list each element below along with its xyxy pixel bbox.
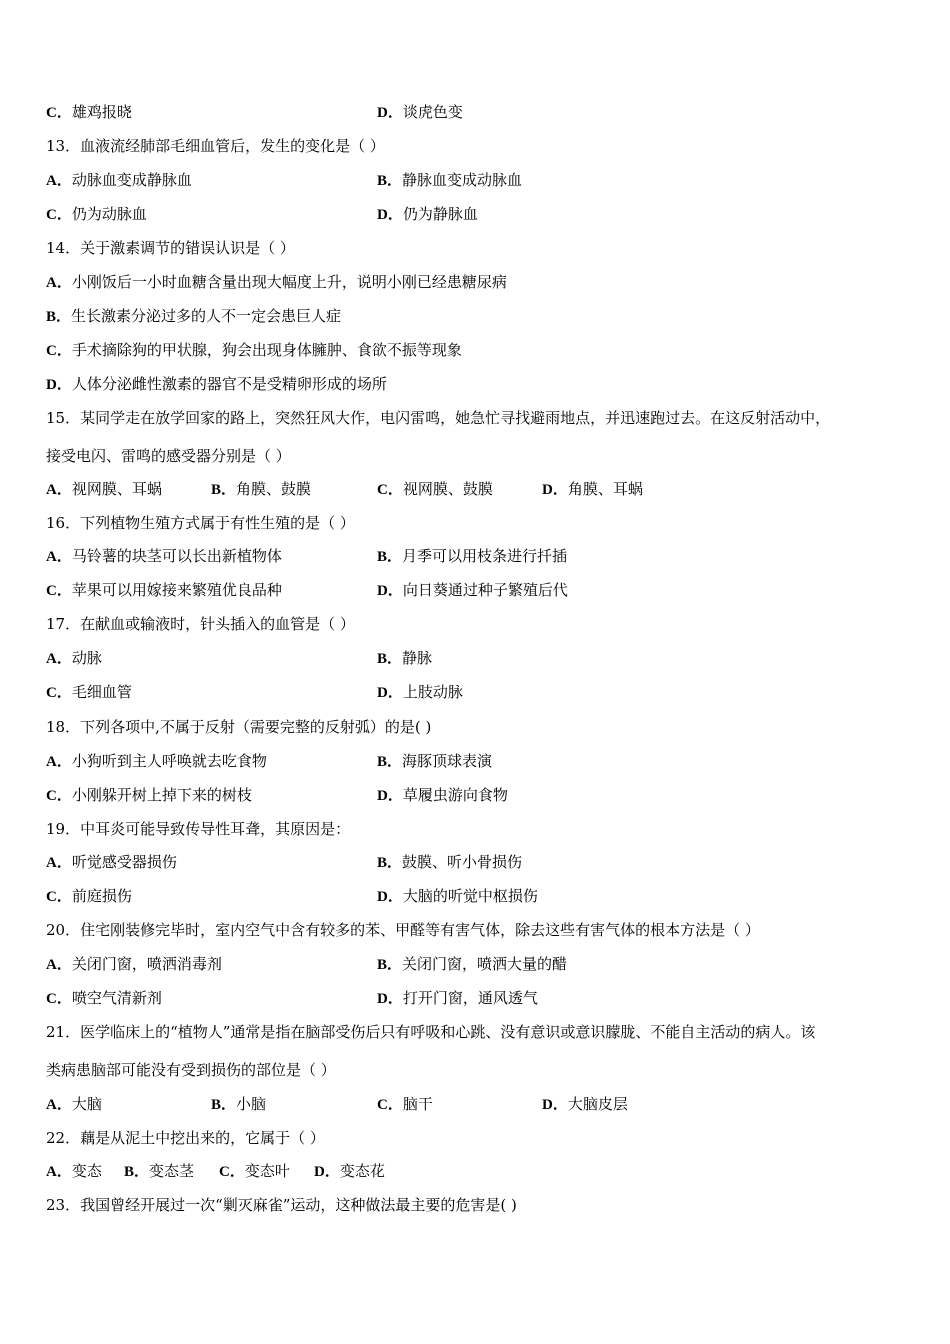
answer-option (46, 546, 282, 567)
answer-option (377, 648, 432, 669)
answer-option (46, 682, 132, 703)
answer-option (377, 751, 492, 772)
option-letter: C． (46, 583, 72, 599)
option-text: 变态叶 (244, 1162, 290, 1180)
answer-option (377, 886, 538, 907)
answer-option (377, 580, 568, 601)
option-text: 听觉感受器损伤 (71, 853, 177, 871)
option-letter: C． (219, 1164, 245, 1180)
option-text: 变态花 (339, 1162, 385, 1180)
answer-option (219, 1161, 290, 1182)
option-letter: B． (377, 173, 403, 189)
option-text: 小刚饭后一小时血糖含量出现大幅度上升，说明小刚已经患糖尿病 (71, 273, 507, 291)
option-text: 喷空气清新剂 (71, 989, 162, 1007)
option-letter: D． (377, 583, 403, 599)
option-text: 仍为动脉血 (71, 205, 147, 223)
option-letter: C． (46, 207, 72, 223)
option-letter: A． (46, 651, 72, 667)
option-letter: C． (46, 991, 72, 1007)
option-letter: B． (211, 1097, 237, 1113)
option-letter: D． (377, 685, 403, 701)
option-text: 草履虫游向食物 (402, 786, 508, 804)
option-text: 上肢动脉 (402, 683, 463, 701)
answer-option (542, 479, 643, 500)
option-letter: D． (377, 207, 403, 223)
option-text: 角膜、鼓膜 (236, 480, 312, 498)
option-text: 动脉血变成静脉血 (71, 171, 192, 189)
option-text: 月季可以用枝条进行扦插 (402, 547, 568, 565)
question-text: 类病患脑部可能没有受到损伤的部位是（ ） (46, 1061, 336, 1079)
option-letter: D． (377, 889, 403, 905)
option-text: 小脑 (236, 1095, 267, 1113)
option-letter: C． (46, 105, 72, 121)
answer-option (377, 479, 493, 500)
option-letter: D． (314, 1164, 340, 1180)
option-text: 脑干 (402, 1095, 433, 1113)
option-text: 角膜、耳蜗 (567, 480, 643, 498)
option-text: 小刚躲开树上掉下来的树枝 (71, 786, 252, 804)
option-text: 生长激素分泌过多的人不一定会患巨人症 (71, 307, 342, 325)
question-text: 23．我国曾经开展过一次“剿灭麻雀”运动，这种做法最主要的危害是( ) (46, 1196, 517, 1214)
answer-option (377, 546, 567, 567)
option-letter: B． (377, 754, 403, 770)
option-letter: C． (377, 1097, 403, 1113)
answer-option (377, 170, 522, 191)
option-text: 手术摘除狗的甲状腺，狗会出现身体臃肿、食欲不振等现象 (71, 341, 462, 359)
option-text: 雄鸡报晓 (71, 103, 132, 121)
option-text: 人体分泌雌性激素的器官不是受精卵形成的场所 (71, 375, 387, 393)
option-letter: D． (46, 377, 72, 393)
answer-option (46, 204, 147, 225)
option-letter: A． (46, 957, 72, 973)
option-text: 关闭门窗，喷洒大量的醋 (402, 955, 568, 973)
answer-option (377, 1094, 433, 1115)
option-letter: C． (377, 482, 403, 498)
question-text: 20．住宅刚装修完毕时，室内空气中含有较多的苯、甲醛等有害气体，除去这些有害气体的根本方法是（ ） (46, 921, 760, 939)
answer-option (377, 954, 567, 975)
option-text: 大脑皮层 (567, 1095, 628, 1113)
option-letter: A． (46, 1097, 72, 1113)
answer-option (542, 1094, 628, 1115)
answer-option (377, 852, 522, 873)
option-text: 静脉 (402, 649, 433, 667)
question-text: 16．下列植物生殖方式属于有性生殖的是（ ） (46, 514, 355, 532)
option-text: 毛细血管 (71, 683, 132, 701)
option-text: 马铃薯的块茎可以长出新植物体 (71, 547, 282, 565)
answer-option (46, 102, 132, 123)
option-letter: D． (377, 991, 403, 1007)
option-text: 向日葵通过种子繁殖后代 (402, 581, 568, 599)
option-text: 大脑 (71, 1095, 102, 1113)
option-text: 前庭损伤 (71, 887, 132, 905)
option-letter: B． (377, 651, 403, 667)
option-letter: B． (377, 549, 403, 565)
option-letter: A． (46, 549, 72, 565)
answer-option (46, 340, 462, 361)
answer-option (211, 1094, 266, 1115)
option-letter: D． (377, 105, 403, 121)
answer-option (377, 785, 508, 806)
option-letter: A． (46, 754, 72, 770)
option-text: 打开门窗，通风透气 (402, 989, 538, 1007)
answer-option (377, 102, 463, 123)
question-text: 21．医学临床上的“植物人”通常是指在脑部受伤后只有呼吸和心跳、没有意识或意识朦胧、不能自主活动的病人。该 (46, 1023, 816, 1041)
answer-option (46, 751, 267, 772)
option-text: 视网膜、鼓膜 (402, 480, 493, 498)
answer-option (377, 204, 478, 225)
answer-option (46, 1094, 102, 1115)
option-text: 仍为静脉血 (402, 205, 478, 223)
question-text: 接受电闪、雷鸣的感受器分别是（ ） (46, 447, 291, 465)
option-letter: B． (377, 855, 403, 871)
option-letter: C． (46, 343, 72, 359)
option-text: 苹果可以用嫁接来繁殖优良品种 (71, 581, 282, 599)
option-letter: A． (46, 173, 72, 189)
option-text: 静脉血变成动脉血 (402, 171, 523, 189)
answer-option (46, 648, 102, 669)
answer-option (124, 1161, 194, 1182)
question-text: 15．某同学走在放学回家的路上，突然狂风大作，电闪雷鸣，她急忙寻找避雨地点，并迅速跑过去。在这反射活动中， (46, 409, 831, 427)
answer-option (377, 988, 538, 1009)
option-text: 小狗听到主人呼唤就去吃食物 (71, 752, 267, 770)
answer-option (46, 306, 341, 327)
answer-option (46, 886, 132, 907)
option-text: 鼓膜、听小骨损伤 (402, 853, 523, 871)
option-letter: B． (124, 1164, 150, 1180)
question-text: 19．中耳炎可能导致传导性耳聋，其原因是： (46, 820, 351, 838)
answer-option (46, 988, 162, 1009)
option-text: 视网膜、耳蜗 (71, 480, 162, 498)
answer-option (46, 1161, 102, 1182)
option-text: 变态 (71, 1162, 102, 1180)
option-letter: C． (46, 788, 72, 804)
option-letter: C． (46, 889, 72, 905)
answer-option (46, 852, 177, 873)
question-text: 22．藕是从泥土中挖出来的，它属于（ ） (46, 1129, 325, 1147)
question-text: 14．关于激素调节的错误认识是（ ） (46, 239, 295, 257)
answer-option (314, 1161, 385, 1182)
option-letter: A． (46, 1164, 72, 1180)
question-text: 18．下列各项中,不属于反射（需要完整的反射弧）的是( ) (46, 718, 432, 736)
option-text: 谈虎色变 (402, 103, 463, 121)
option-letter: B． (211, 482, 237, 498)
answer-option (46, 785, 252, 806)
answer-option (46, 954, 222, 975)
option-text: 变态茎 (149, 1162, 195, 1180)
option-letter: A． (46, 482, 72, 498)
question-text: 17．在献血或输液时，针头插入的血管是（ ） (46, 615, 355, 633)
option-text: 关闭门窗，喷洒消毒剂 (71, 955, 222, 973)
option-text: 海豚顶球表演 (402, 752, 493, 770)
answer-option (46, 580, 282, 601)
answer-option (211, 479, 311, 500)
answer-option (46, 272, 507, 293)
option-letter: B． (46, 309, 72, 325)
option-letter: D． (542, 482, 568, 498)
answer-option (377, 682, 463, 703)
question-text: 13．血液流经肺部毛细血管后，发生的变化是（ ） (46, 137, 385, 155)
option-letter: A． (46, 275, 72, 291)
answer-option (46, 170, 192, 191)
option-text: 动脉 (71, 649, 102, 667)
answer-option (46, 479, 162, 500)
option-letter: C． (46, 685, 72, 701)
option-letter: D． (377, 788, 403, 804)
answer-option (46, 374, 387, 395)
option-letter: D． (542, 1097, 568, 1113)
option-text: 大脑的听觉中枢损伤 (402, 887, 538, 905)
option-letter: B． (377, 957, 403, 973)
option-letter: A． (46, 855, 72, 871)
